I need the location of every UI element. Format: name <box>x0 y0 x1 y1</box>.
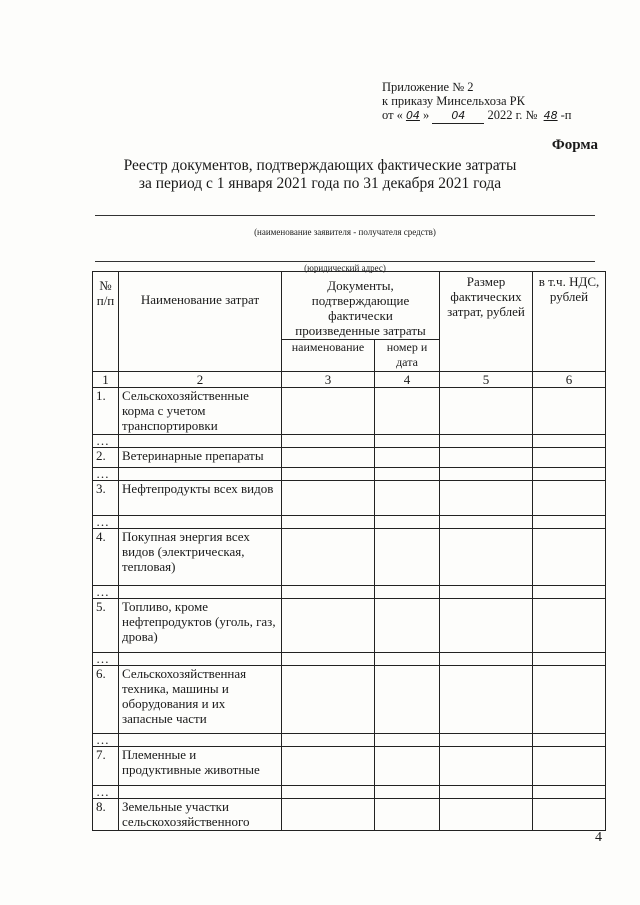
form-label: Форма <box>551 137 598 153</box>
header-docs: Документы, подтверждающие фактически произведенные затраты <box>282 272 440 340</box>
column-numbers-row: 1 2 3 4 5 6 <box>93 372 606 388</box>
table-row: 2. Ветеринарные препараты <box>93 448 606 468</box>
page-number: 4 <box>595 830 602 845</box>
table-row: 3. Нефтепродукты всех видов <box>93 481 606 516</box>
cell-amount[interactable] <box>440 666 533 734</box>
cell-doc-num[interactable] <box>375 529 440 586</box>
table-row: 7. Племенные и продуктивные животные <box>93 747 606 786</box>
header-name: Наименование затрат <box>119 272 282 372</box>
cell-amount[interactable] <box>440 799 533 831</box>
cell-doc-num[interactable] <box>375 599 440 653</box>
ellipsis-row: … <box>93 786 606 799</box>
table-row: 5. Топливо, кроме нефтепродуктов (уголь, газ, дрова) <box>93 599 606 653</box>
cell-vat[interactable] <box>533 666 606 734</box>
appendix-line2: к приказу Минсельхоза РК <box>382 94 525 108</box>
table-row: 6. Сельскохозяйственная техника, машины и оборудования и их запасные части <box>93 666 606 734</box>
appendix-block <box>382 80 571 124</box>
cell-vat[interactable] <box>533 481 606 516</box>
cell-doc-num[interactable] <box>375 799 440 831</box>
cell-doc-name[interactable] <box>282 666 375 734</box>
cell-vat[interactable] <box>533 388 606 435</box>
applicant-caption: (наименование заявителя - получателя средств) <box>254 227 436 237</box>
cell-doc-name[interactable] <box>282 448 375 468</box>
cell-doc-num[interactable] <box>375 666 440 734</box>
cell-doc-num[interactable] <box>375 481 440 516</box>
register-table <box>92 271 606 831</box>
appendix-line1: Приложение № 2 <box>382 80 474 94</box>
header-doc-name: наименование <box>282 340 375 372</box>
cell-doc-name[interactable] <box>282 388 375 435</box>
title-line1: Реестр документов, подтверждающих фактические затраты <box>123 157 517 174</box>
table-row: 1. Сельскохозяйственные корма с учетом транспортировки <box>93 388 606 435</box>
cell-doc-name[interactable] <box>282 799 375 831</box>
applicant-line <box>95 215 595 216</box>
table-row: 4. Покупная энергия всех видов (электрическая, тепловая) <box>93 529 606 586</box>
ellipsis-row: … <box>93 435 606 448</box>
cell-amount[interactable] <box>440 481 533 516</box>
cell-doc-name[interactable] <box>282 599 375 653</box>
cell-vat[interactable] <box>533 747 606 786</box>
order-month: 04 <box>451 109 466 122</box>
ellipsis-row: … <box>93 516 606 529</box>
ellipsis-row: … <box>93 653 606 666</box>
order-day: 04 <box>405 109 420 122</box>
ellipsis-row: … <box>93 468 606 481</box>
cell-amount[interactable] <box>440 747 533 786</box>
header-row <box>93 272 606 340</box>
header-vat: в т.ч. НДС, рублей <box>533 272 606 372</box>
address-caption: (юридический адрес) <box>304 263 386 273</box>
cell-vat[interactable] <box>533 799 606 831</box>
cell-vat[interactable] <box>533 599 606 653</box>
header-num: № п/п <box>93 272 119 372</box>
ellipsis-row: … <box>93 586 606 599</box>
header-doc-num: номер и дата <box>375 340 440 372</box>
cell-doc-num[interactable] <box>375 388 440 435</box>
cell-doc-num[interactable] <box>375 448 440 468</box>
cell-doc-name[interactable] <box>282 747 375 786</box>
address-line <box>95 261 595 262</box>
cell-amount[interactable] <box>440 599 533 653</box>
cell-amount[interactable] <box>440 448 533 468</box>
appendix-line3: от « 04 » 04 2022 г. № 48 -п <box>382 108 572 122</box>
document-title <box>0 157 640 193</box>
cell-vat[interactable] <box>533 448 606 468</box>
title-line2: за период с 1 января 2021 года по 31 декабря 2021 года <box>138 175 502 192</box>
ellipsis-row: … <box>93 734 606 747</box>
cell-amount[interactable] <box>440 529 533 586</box>
cell-doc-name[interactable] <box>282 481 375 516</box>
table-row: 8. Земельные участки сельскохозяйственного <box>93 799 606 831</box>
cell-doc-name[interactable] <box>282 529 375 586</box>
header-amount: Размер фактических затрат, рублей <box>440 272 533 372</box>
order-number: 48 <box>543 109 558 122</box>
cell-doc-num[interactable] <box>375 747 440 786</box>
cell-vat[interactable] <box>533 529 606 586</box>
cell-amount[interactable] <box>440 388 533 435</box>
